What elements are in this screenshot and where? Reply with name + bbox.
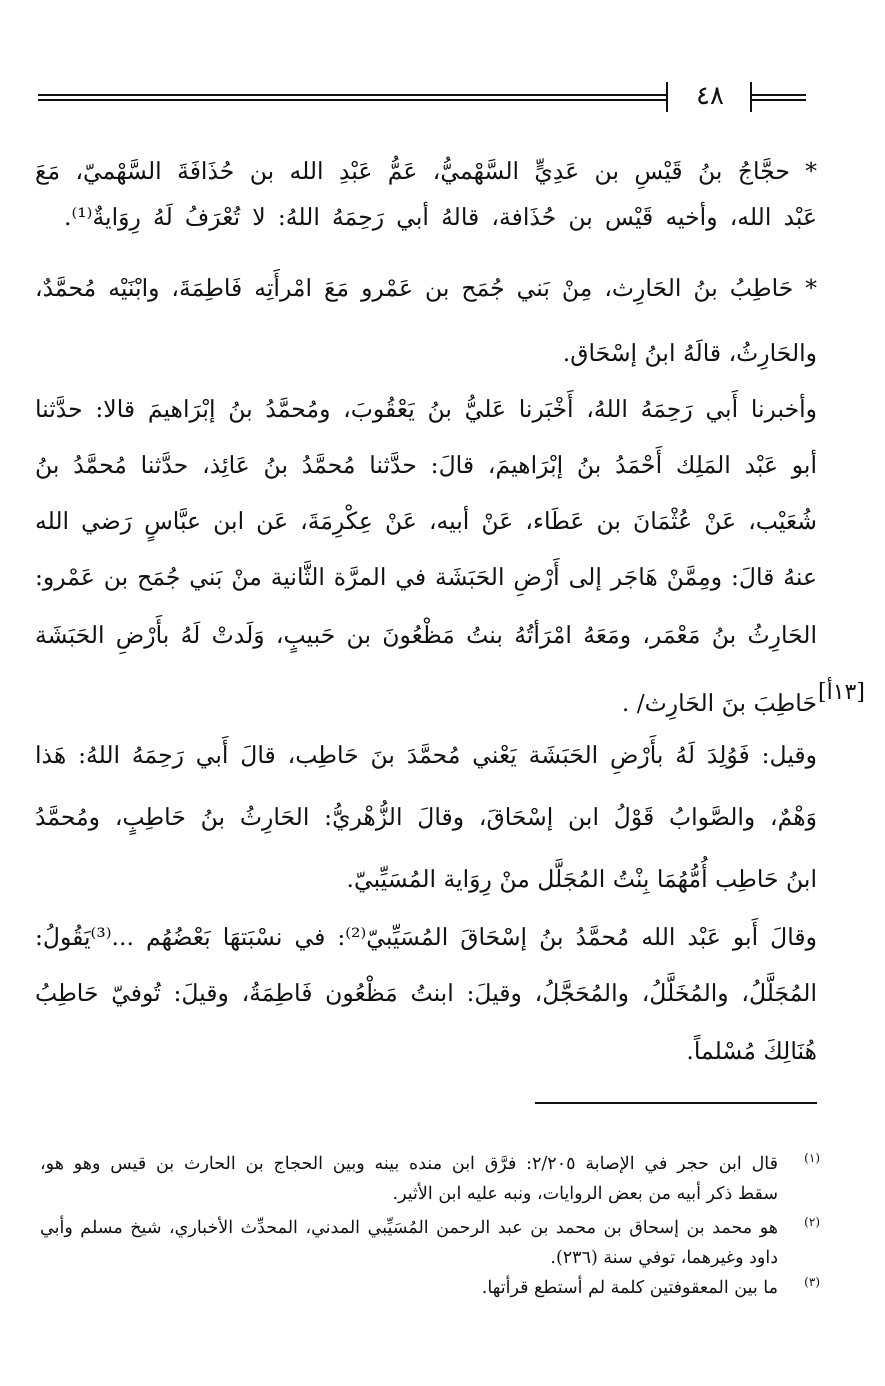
text-line: شُعَيْب، عَنْ عُثْمَانَ بن عَطَاء، عَنْ أبيه، عَنْ عِكْرِمَةَ، عَن ابن عبَّاسٍ رَضي الله [35, 507, 817, 535]
footnote-text: قال ابن حجر في الإصابة ٢/٢٠٥: فرَّق ابن منده بينه وبين الحجاج بن الحارث بن قيس وهو هو، [40, 1154, 778, 1174]
footnote-3 [40, 1272, 820, 1304]
text-line: الحَارِثُ بنُ مَعْمَر، ومَعَهُ امْرَأتُهُ بنتُ مَظْعُونَ بن حَبيبٍ، وَلَدتْ لَهُ بأَرْضِ الحَبَشَة [35, 621, 817, 649]
text-line: أبو عَبْد المَلِك أَحْمَدُ بنُ إبْرَاهيمَ، قالَ: حدَّثنا مُحمَّدُ بنُ عَائِذ، حدَّثنا مُحمَّدُ بنُ [35, 451, 817, 479]
text-line: حَاطِبَ بنَ الحَارِث/ . [621, 689, 817, 717]
footnote-text: داود وغيرهما، توفي سنة (٢٣٦). [550, 1248, 778, 1268]
text-line: وقالَ أَبو عَبْد الله مُحمَّدُ بنُ إسْحَاقَ المُسَيِّبيّ⁽²⁾: في نسْبَتهَا بَعْضُهُم ...⁽³⁾يَقُولُ: [35, 923, 817, 951]
footnote-separator [535, 1102, 817, 1104]
footnote-text: هو محمد بن إسحاق بن محمد بن عبد الرحمن المُسَيِّبي المدني، المحدِّث الأخباري، شيخ مسلم وأبي [40, 1218, 778, 1238]
footnote-number: (٢) [804, 1215, 820, 1229]
text-line: * حجَّاجُ بنُ قَيْسِ بن عَدِيٍّ السَّهْميُّ، عَمُّ عَبْدِ الله بن حُذَافَةَ السَّهْميّ، مَعَ [35, 157, 817, 185]
page-number: ٤٨ [696, 81, 724, 111]
footnote-text: سقط ذكر أبيه من بعض الروايات، ونبه عليه ابن الأثير. [392, 1184, 778, 1204]
footnote-2 [40, 1212, 820, 1244]
footnote-1-cont [40, 1178, 820, 1210]
header-rule-right [752, 94, 806, 101]
footnote-text: ما بين المعقوفتين كلمة لم أستطع قرأتها. [481, 1278, 778, 1298]
margin-folio-note: [١٣أ] [818, 680, 865, 705]
footnote-1 [40, 1148, 820, 1180]
header-rule-left [38, 94, 666, 101]
text-line: وأخبرنا أَبي رَحِمَهُ اللهُ، أَخْبَرنا عَليُّ بنُ يَعْقُوبَ، ومُحمَّدُ بنُ إبْرَاهيمَ قالا: حدَّثنا [35, 395, 817, 423]
text-line: ابنُ حَاطِب أُمُّهُمَا بِنْتُ المُجَلَّل منْ رِوَاية المُسَيِّبيّ. [346, 865, 817, 893]
text-line: عنهُ قالَ: ومِمَّنْ هَاجَر إلى أَرْضِ الحَبَشَة في المرَّة الثَّانية منْ بَني جُمَح بن عَمْرو: [35, 563, 817, 591]
text-line: وَهْمٌ، والصَّوابُ قَوْلُ ابن إسْحَاقَ، وقالَ الزُّهْريُّ: الحَارِثُ بنُ حَاطِبٍ، ومُحمَّدُ [35, 803, 817, 831]
footnote-number: (١) [804, 1151, 820, 1165]
text-line: * حَاطِبُ بنُ الحَارِث، مِنْ بَني جُمَح بن عَمْرو مَعَ امْرأَتِه فَاطِمَةَ، وابْنَيْه مُحمَّدٌ، [35, 274, 817, 302]
text-line: هُنَالِكَ مُسْلماً. [686, 1037, 817, 1065]
footnote-2-cont [40, 1242, 820, 1274]
text-line: وقيل: فَوُلِدَ لَهُ بأَرْضِ الحَبَشَة يَعْني مُحمَّدَ بنَ حَاطِب، قالَ أَبي رَحِمَهُ اللهُ: هَذا [35, 741, 817, 769]
text-line: والحَارِثُ، قالَهُ ابنُ إسْحَاق. [562, 339, 817, 367]
text-line: عَبْد الله، وأخيه قَيْس بن حُذَافة، قالهُ أبي رَحِمَهُ اللهُ: لا تُعْرَفُ لَهُ رِوَايةٌ⁽¹⁾. [64, 203, 817, 231]
text-line: المُجَلَّلُ، والمُخَلَّلُ، والمُحَجَّلُ، وقيلَ: ابنتُ مَظْعُون فَاطِمَةُ، وقيلَ: تُوفيّ حَاطِبُ [35, 979, 817, 1007]
header-divider [666, 82, 668, 112]
footnote-number: (٣) [804, 1275, 820, 1289]
